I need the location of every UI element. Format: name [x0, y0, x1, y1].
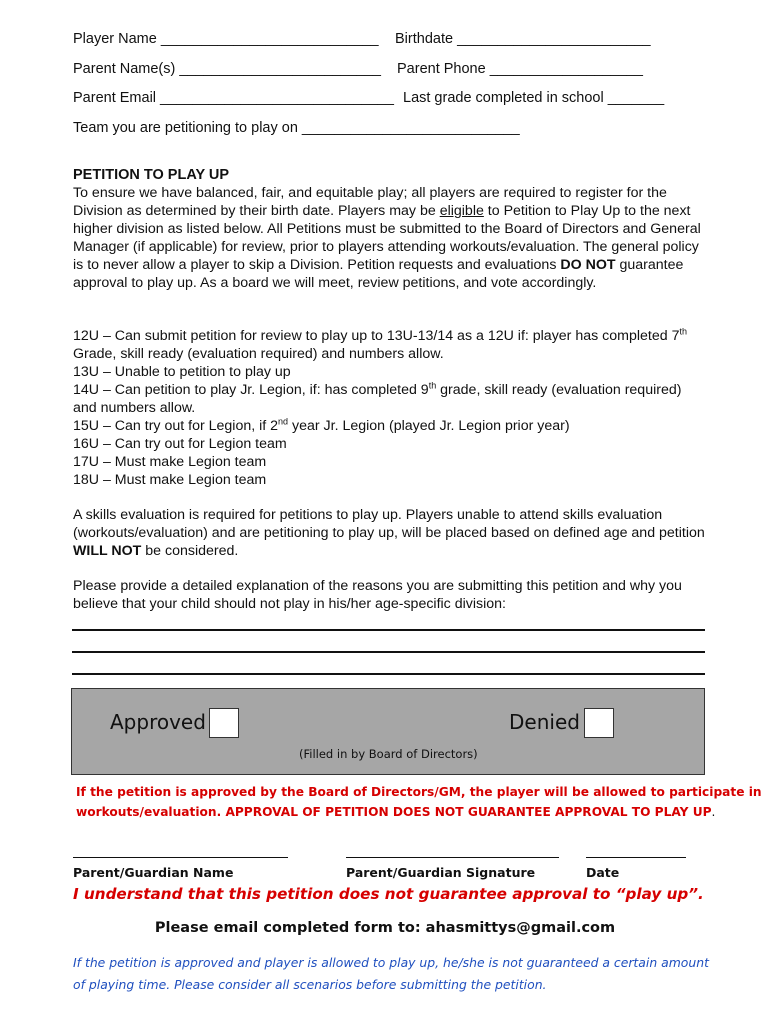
birthdate-field[interactable]: Birthdate ________________________: [395, 31, 651, 47]
division-rules: [73, 327, 705, 489]
do-not-word: DO NOT: [560, 257, 616, 273]
filled-by-note: (Filled in by Board of Directors): [299, 747, 478, 761]
parent-phone-field[interactable]: Parent Phone ___________________: [397, 61, 643, 77]
date-line[interactable]: [586, 857, 686, 858]
petition-text-c: guarantee approval to play up. As a board we will meet, review petitions, and vote accordingly.: [73, 257, 684, 291]
rule-17u: 17U – Must make Legion team: [73, 454, 267, 470]
guardian-name-line[interactable]: [73, 857, 288, 858]
team-field[interactable]: Team you are petitioning to play on ___________________________: [73, 120, 520, 136]
rule-16u: 16U – Can try out for Legion team: [73, 436, 287, 452]
rule-14u: 14U – Can petition to play Jr. Legion, if: has completed 9th grade, skill ready (evaluation required) and numbers allow.: [73, 380, 682, 416]
petition-paragraph: [73, 184, 705, 292]
explanation-line-2[interactable]: [72, 651, 705, 653]
board-decision-box: [71, 688, 705, 775]
guardian-name-label: Parent/Guardian Name: [73, 865, 234, 880]
rule-12u: 12U – Can submit petition for review to play up to 13U-13/14 as a 12U if: player has completed 7th Grade, skill ready (evaluation required) and numbers allow.: [73, 326, 687, 362]
will-not-word: WILL NOT: [73, 543, 142, 559]
eligible-word: eligible: [439, 203, 484, 219]
petition-text-a: To ensure we have balanced, fair, and equitable play; all players are required to register for the Division as determined by their birth date. Players may be: [73, 185, 667, 219]
explanation-prompt: Please provide a detailed explanation of the reasons you are submitting this petition and why you believe that your child should not play in his/her age-specific division:: [73, 578, 682, 612]
email-instruction: Please email completed form to: ahasmittys@gmail.com: [154, 920, 616, 936]
date-label: Date: [586, 865, 620, 880]
last-grade-field[interactable]: Last grade completed in school _______: [403, 90, 665, 106]
skills-paragraph: A skills evaluation is required for petitions to play up. Players unable to attend skills evaluation (workouts/evaluation) and are petitioning to play up, will be placed based on defined age and petition WILL NOT be considered.: [73, 507, 705, 559]
parent-names-field[interactable]: Parent Name(s) _________________________: [73, 61, 381, 77]
petition-text-b: to Petition to Play Up to the next higher division as listed below. All Petitions must be submitted to the Board of Directors and General Manager (if applicable) for review, prior to players attending workouts/evaluation. The general policy is to never allow a player to skip a Division. Petition requests and evaluations: [73, 203, 701, 273]
explanation-line-1[interactable]: [72, 629, 705, 631]
approved-checkbox[interactable]: [209, 708, 239, 738]
rule-15u: 15U – Can try out for Legion, if 2nd year Jr. Legion (played Jr. Legion prior year): [73, 416, 570, 434]
approved-label: Approved: [110, 710, 206, 734]
parent-email-field[interactable]: Parent Email _____________________________: [73, 90, 394, 106]
rule-18u: 18U – Must make Legion team: [73, 472, 267, 488]
petition-heading: PETITION TO PLAY UP: [73, 167, 230, 183]
guardian-signature-label: Parent/Guardian Signature: [346, 865, 536, 880]
warning-line-1: If the petition is approved by the Board of Directors/GM, the player will be allowed to participate in: [76, 785, 762, 799]
explanation-line-3[interactable]: [72, 673, 705, 675]
understand-statement: I understand that this petition does not guarantee approval to “play up”.: [73, 885, 704, 903]
playing-time-note: If the petition is approved and player is allowed to play up, he/she is not guaranteed a certain amount of playing time. Please consider all scenarios before submitting the petition.: [73, 955, 709, 992]
rule-13u: 13U – Unable to petition to play up: [73, 364, 291, 380]
denied-label: Denied: [509, 710, 580, 734]
denied-checkbox[interactable]: [584, 708, 614, 738]
warning-line-2: workouts/evaluation. APPROVAL OF PETITION DOES NOT GUARANTEE APPROVAL TO PLAY UP.: [76, 805, 716, 819]
guardian-signature-line[interactable]: [346, 857, 559, 858]
player-name-field[interactable]: Player Name ___________________________: [73, 31, 379, 47]
